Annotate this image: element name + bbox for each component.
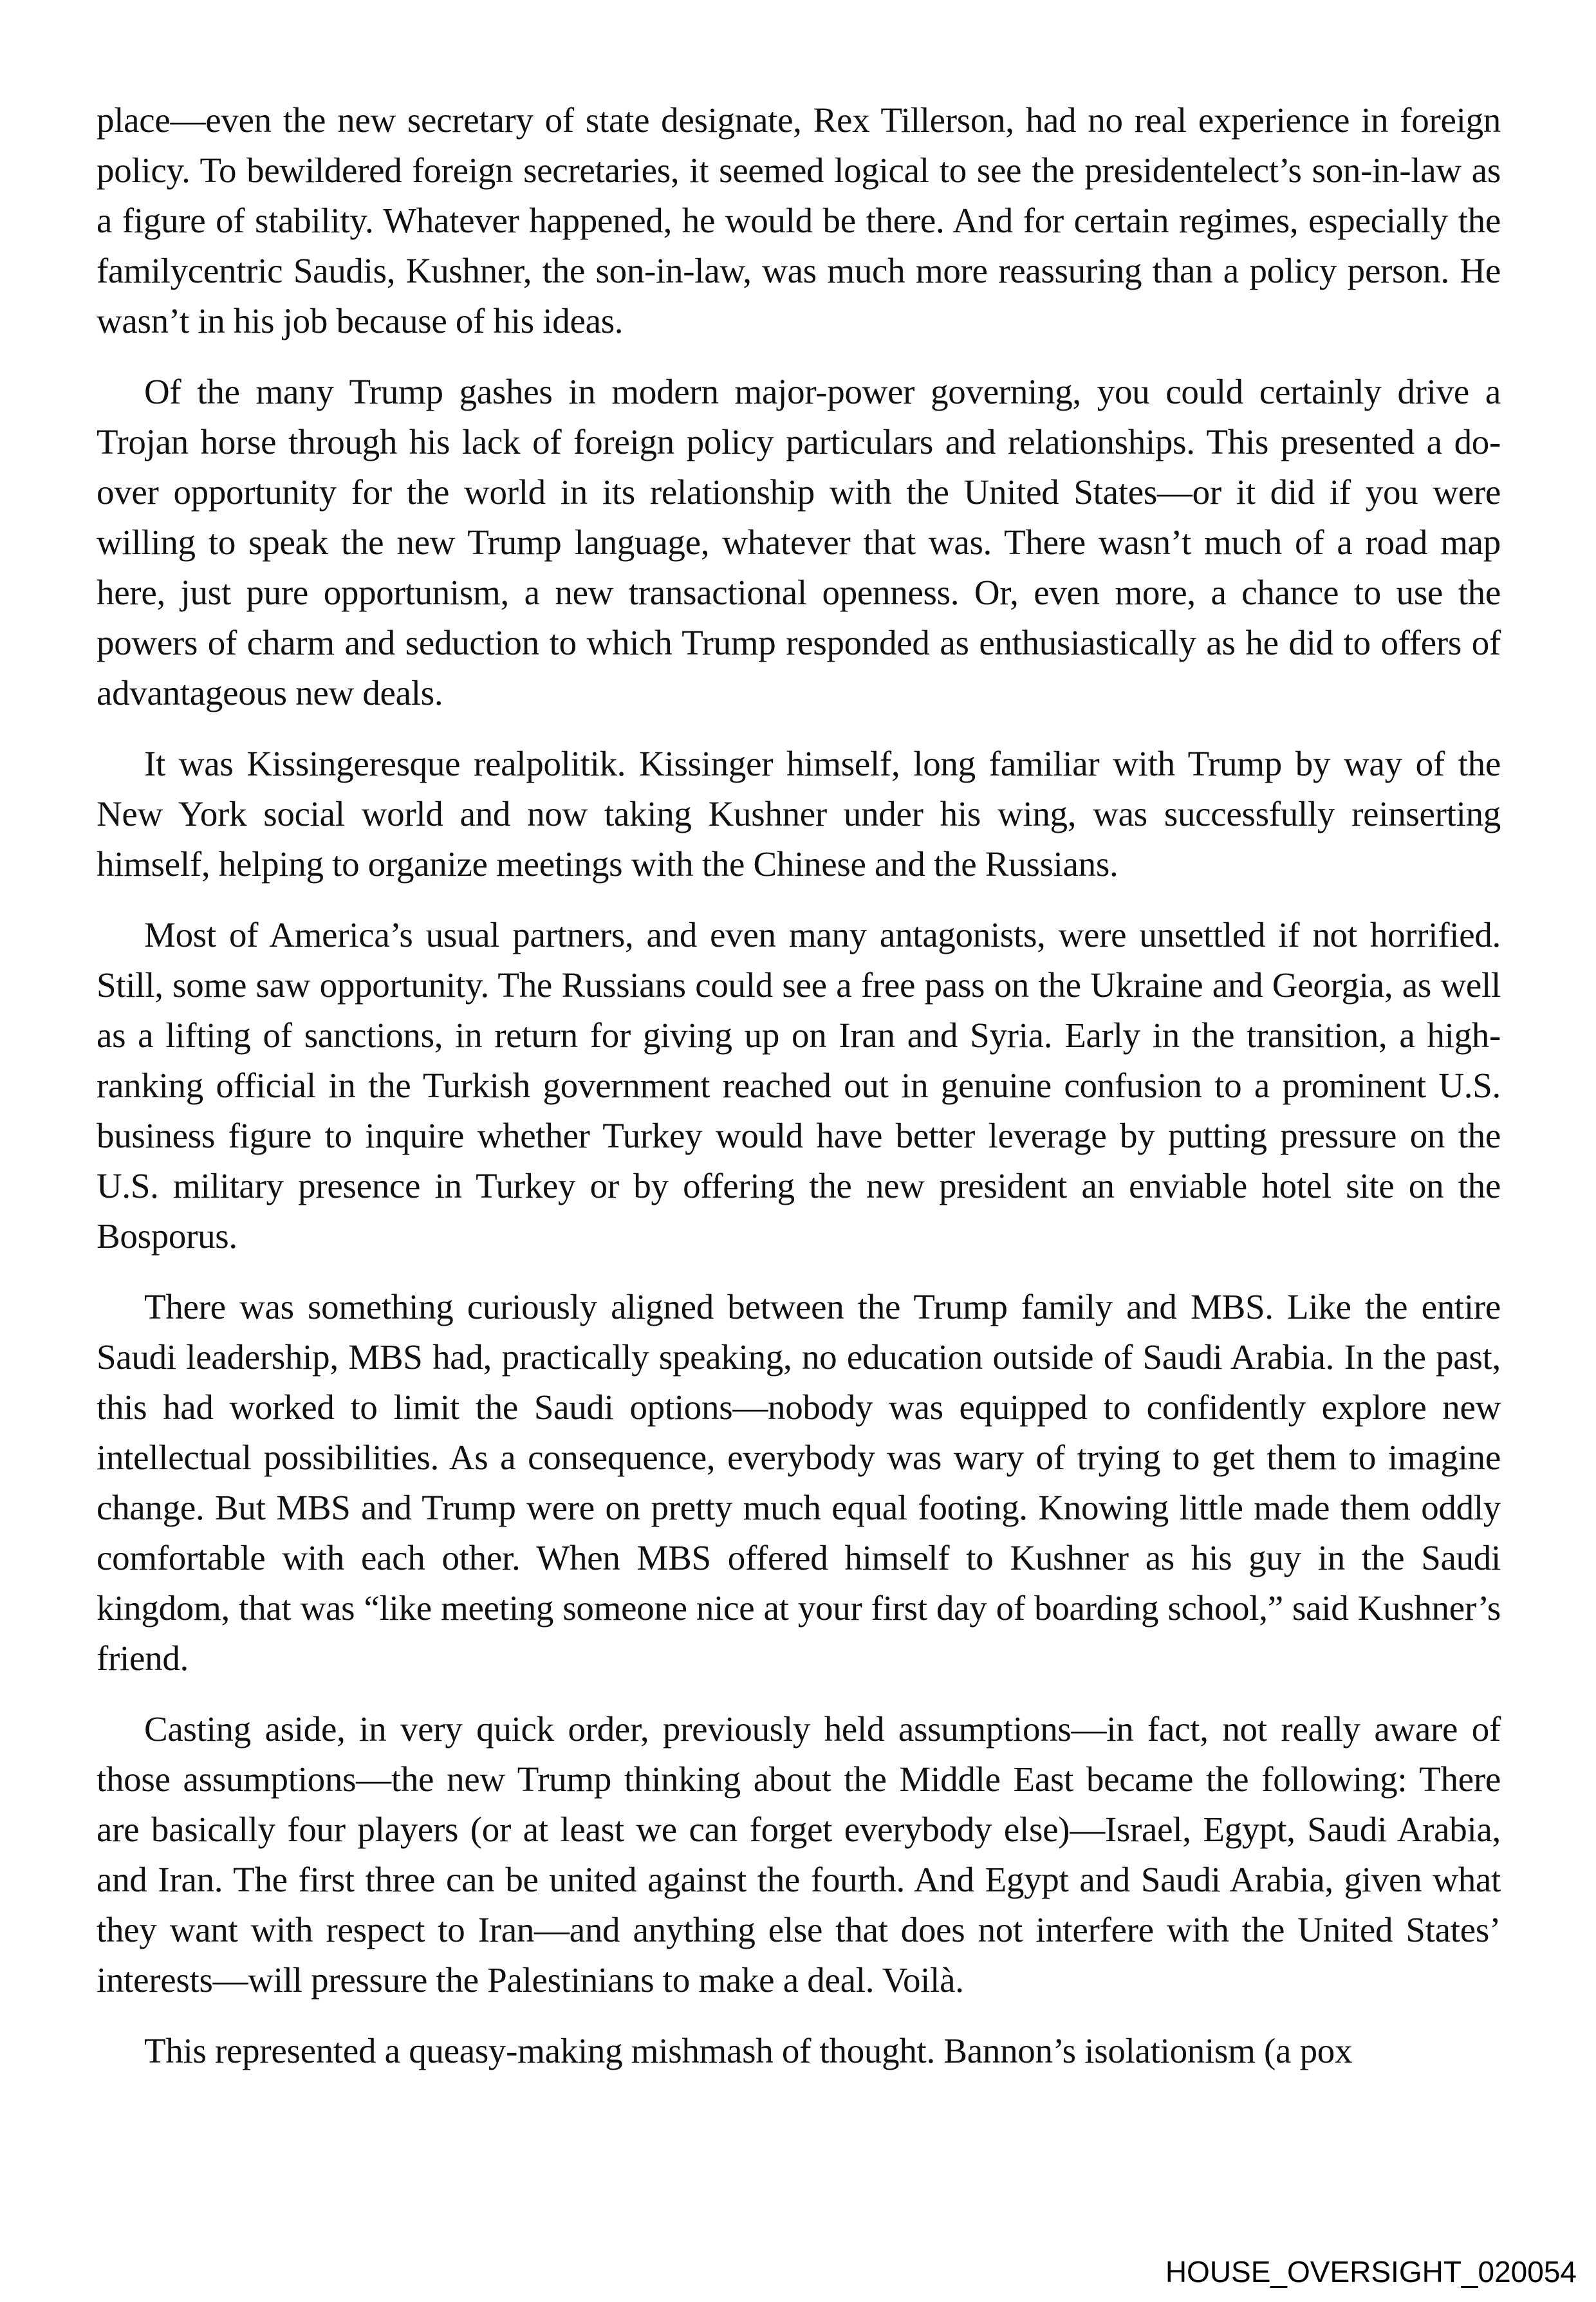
paragraph-7: This represented a queasy-making mishmash of thought. Bannon’s isolationism (a pox: [144, 2031, 1353, 2070]
paragraph-4: Most of America’s usual partners, and even many antagonists, were unsettled if not horrified. Still, some saw opportunity. The Russians could see a free pass on the Ukraine and Georgia, as well as a lifting of sanctions, in return for giving up on Iran and Syria. Early in the transition, a high-ranking official in the Turkish government reached out in genuine confusion to a prominent U.S. business figure to inquire whether Turkey would have better leverage by putting pressure on the U.S. military presence in Turkey or by offering the new president an enviable hotel site on the Bosporus.: [97, 915, 1501, 1256]
bates-number: HOUSE_OVERSIGHT_020054: [1165, 2255, 1577, 2288]
paragraph-6: Casting aside, in very quick order, previously held assumptions—in fact, not really aware of those assumptions—the new Trump thinking about the Middle East became the following: There are basically four players (or at least we can forget everybody else)—Israel, Egypt, Saudi Arabia, and Iran. The first three can be united against the fourth. And Egypt and Saudi Arabia, given what they want with respect to Iran—and anything else that does not interfere with the United States’ interests—will pressure the Palestinians to make a deal. Voilà.: [97, 1709, 1501, 2000]
paragraph-1: place—even the new secretary of state designate, Rex Tillerson, had no real experience in foreign policy. To bewildered foreign secretaries, it seemed logical to see the presidentelect’s son-in-law as a figure of stability. Whatever happened, he would be there. And for certain regimes, especially the familycentric Saudis, Kushner, the son-in-law, was much more reassuring than a policy person. He wasn’t in his job because of his ideas.: [97, 100, 1501, 340]
paragraph-2: Of the many Trump gashes in modern major-power governing, you could certainly drive a Trojan horse through his lack of foreign policy particulars and relationships. This presented a do-over opportunity for the world in its relationship with the United States—or it did if you were willing to speak the new Trump language, whatever that was. There wasn’t much of a road map here, just pure opportunism, a new transactional openness. Or, even more, a chance to use the powers of charm and seduction to which Trump responded as enthusiastically as he did to offers of advantageous new deals.: [97, 372, 1501, 712]
paragraph-5: There was something curiously aligned between the Trump family and MBS. Like the entire Saudi leadership, MBS had, practically speaking, no education outside of Saudi Arabia. In the past, this had worked to limit the Saudi options—nobody was equipped to confidently explore new intellectual possibilities. As a consequence, everybody was wary of trying to get them to imagine change. But MBS and Trump were on pretty much equal footing. Knowing little made them oddly comfortable with each other. When MBS offered himself to Kushner as his guy in the Saudi kingdom, that was “like meeting someone nice at your first day of boarding school,” said Kushner’s friend.: [97, 1287, 1501, 1678]
document-page: [97, 95, 1501, 2097]
paragraph-3: It was Kissingeresque realpolitik. Kissinger himself, long familiar with Trump by way of the New York social world and now taking Kushner under his wing, was successfully reinserting himself, helping to organize meetings with the Chinese and the Russians.: [97, 744, 1501, 884]
